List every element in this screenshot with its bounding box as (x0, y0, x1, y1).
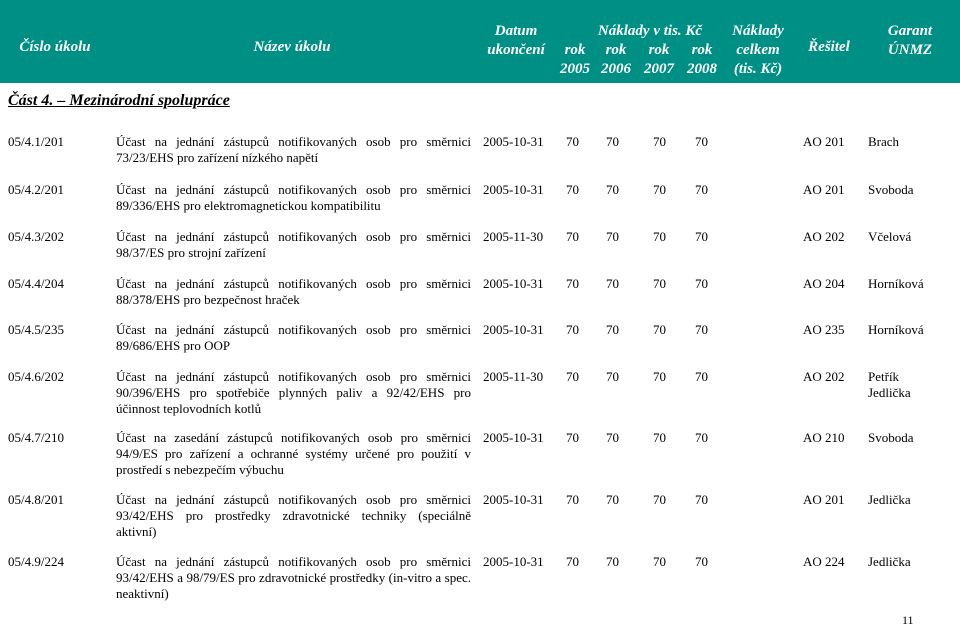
cost-2007: 70 (653, 134, 666, 149)
task-name: Účast na jednání zástupců notifikovaných osob pro směrnici 98/37/ES pro strojní zařízení (116, 229, 471, 260)
solver: AO 235 (803, 322, 845, 337)
header-year-label: rok (564, 42, 586, 58)
task-number: 05/4.5/235 (8, 322, 64, 337)
task-name: Účast na jednání zástupců notifikovaných osob pro směrnici 89/336/EHS pro elektromagnetickou kompatibilitu (116, 182, 471, 213)
cost-2006: 70 (606, 276, 619, 291)
garant: Jedlička (868, 554, 911, 569)
garant: Horníková (868, 322, 924, 337)
page-number: 11 (902, 613, 914, 627)
header-celkem-line2: celkem (736, 42, 780, 58)
cost-2007: 70 (653, 229, 666, 244)
task-name: Účast na jednání zástupců notifikovaných osob pro směrnici 73/23/EHS pro zařízení nízkého napětí (116, 134, 471, 165)
cost-2008: 70 (695, 430, 708, 445)
cost-2006: 70 (606, 369, 619, 384)
cost-2007: 70 (653, 276, 666, 291)
end-date: 2005-11-30 (483, 229, 544, 244)
cost-2008: 70 (695, 322, 708, 337)
cost-2005: 70 (566, 322, 579, 337)
cost-2006: 70 (606, 554, 619, 569)
cost-2006: 70 (606, 182, 619, 197)
cost-2005: 70 (566, 229, 579, 244)
end-date: 2005-10-31 (483, 492, 544, 507)
solver: AO 204 (803, 276, 845, 291)
cost-2006: 70 (606, 430, 619, 445)
task-number: 05/4.9/224 (8, 554, 64, 569)
cost-2005: 70 (566, 276, 579, 291)
end-date: 2005-10-31 (483, 182, 544, 197)
cost-2006: 70 (606, 229, 619, 244)
cost-2008: 70 (695, 554, 708, 569)
cost-2007: 70 (653, 322, 666, 337)
task-name: Účast na jednání zástupců notifikovaných osob pro směrnici 88/378/EHS pro bezpečnost hraček (116, 276, 471, 307)
table-header (0, 0, 960, 83)
header-celkem-line3: (tis. Kč) (733, 61, 783, 77)
end-date: 2005-10-31 (483, 276, 544, 291)
header-year-value: 2005 (560, 61, 590, 77)
cost-2008: 70 (695, 492, 708, 507)
task-name: Účast na jednání zástupců notifikovaných osob pro směrnici 89/686/EHS pro OOP (116, 322, 471, 353)
header-naklady-group: Náklady v tis. Kč (597, 23, 703, 39)
task-number: 05/4.3/202 (8, 229, 64, 244)
end-date: 2005-10-31 (483, 322, 544, 337)
garant: Jedlička (868, 492, 911, 507)
header-garant (870, 22, 950, 60)
task-name: Účast na jednání zástupců notifikovaných osob pro směrnici 93/42/EHS pro prostředky zdravotnické techniky (speciálně aktivní) (116, 492, 471, 539)
header-cislo-ukolu: Číslo úkolu (19, 39, 91, 55)
header-datum-line1: Datum (494, 23, 538, 39)
header-year-label: rok (691, 42, 713, 58)
cost-2007: 70 (653, 430, 666, 445)
header-datum-line2: ukončení (487, 42, 545, 58)
garant: Svoboda (868, 430, 914, 445)
cost-2008: 70 (695, 276, 708, 291)
header-year-2005 (556, 41, 594, 79)
cost-2005: 70 (566, 554, 579, 569)
header-garant-line2: ÚNMZ (887, 42, 933, 58)
section-title: Část 4. – Mezinárodní spolupráce (8, 92, 230, 109)
cost-2008: 70 (695, 182, 708, 197)
cost-2007: 70 (653, 182, 666, 197)
task-number: 05/4.4/204 (8, 276, 64, 291)
solver: AO 201 (803, 182, 845, 197)
cost-2008: 70 (695, 229, 708, 244)
solver: AO 210 (803, 430, 845, 445)
task-number: 05/4.8/201 (8, 492, 64, 507)
header-garant-line1: Garant (887, 23, 933, 39)
task-number: 05/4.1/201 (8, 134, 64, 149)
cost-2007: 70 (653, 492, 666, 507)
cost-2008: 70 (695, 134, 708, 149)
header-year-2006 (597, 41, 635, 79)
header-year-value: 2006 (601, 61, 631, 77)
header-year-value: 2007 (644, 61, 674, 77)
garant: Horníková (868, 276, 924, 291)
end-date: 2005-11-30 (483, 369, 544, 384)
cost-2007: 70 (653, 369, 666, 384)
end-date: 2005-10-31 (483, 134, 544, 149)
header-year-2008 (683, 41, 721, 79)
header-celkem-line1: Náklady (732, 23, 784, 39)
cost-2005: 70 (566, 369, 579, 384)
garant: Svoboda (868, 182, 914, 197)
header-year-label: rok (605, 42, 627, 58)
garant: Včelová (868, 229, 912, 244)
header-naklady-celkem (722, 22, 794, 79)
task-number: 05/4.2/201 (8, 182, 64, 197)
cost-2005: 70 (566, 134, 579, 149)
solver: AO 201 (803, 492, 845, 507)
cost-2006: 70 (606, 134, 619, 149)
garant: Petřík Jedlička (868, 369, 911, 400)
cost-2006: 70 (606, 492, 619, 507)
end-date: 2005-10-31 (483, 554, 544, 569)
header-year-2007 (640, 41, 678, 79)
task-name: Účast na jednání zástupců notifikovaných osob pro směrnici 93/42/EHS a 98/79/ES pro zdravotnické prostředky (in-vitro a spec. neaktivní) (116, 554, 471, 601)
cost-2007: 70 (653, 554, 666, 569)
solver: AO 202 (803, 369, 845, 384)
solver: AO 224 (803, 554, 845, 569)
solver: AO 201 (803, 134, 845, 149)
cost-2008: 70 (695, 369, 708, 384)
header-resitel: Řešitel (808, 39, 850, 55)
header-datum-ukonceni (478, 22, 554, 60)
cost-2005: 70 (566, 430, 579, 445)
task-name: Účast na jednání zástupců notifikovaných osob pro směrnici 90/396/EHS pro spotřebiče plynných paliv a 92/42/EHS pro účinnost teplovodních kotlů (116, 369, 471, 416)
header-year-value: 2008 (687, 61, 717, 77)
task-number: 05/4.6/202 (8, 369, 64, 384)
end-date: 2005-10-31 (483, 430, 544, 445)
solver: AO 202 (803, 229, 845, 244)
header-nazev-ukolu: Název úkolu (253, 39, 331, 55)
task-name: Účast na zasedání zástupců notifikovaných osob pro směrnici 94/9/ES pro zařízení a ochranné systémy určené pro použití v prostředí s nebezpečím výbuchu (116, 430, 471, 477)
task-number: 05/4.7/210 (8, 430, 64, 445)
cost-2005: 70 (566, 182, 579, 197)
garant: Brach (868, 134, 900, 149)
cost-2005: 70 (566, 492, 579, 507)
cost-2006: 70 (606, 322, 619, 337)
header-year-label: rok (648, 42, 670, 58)
